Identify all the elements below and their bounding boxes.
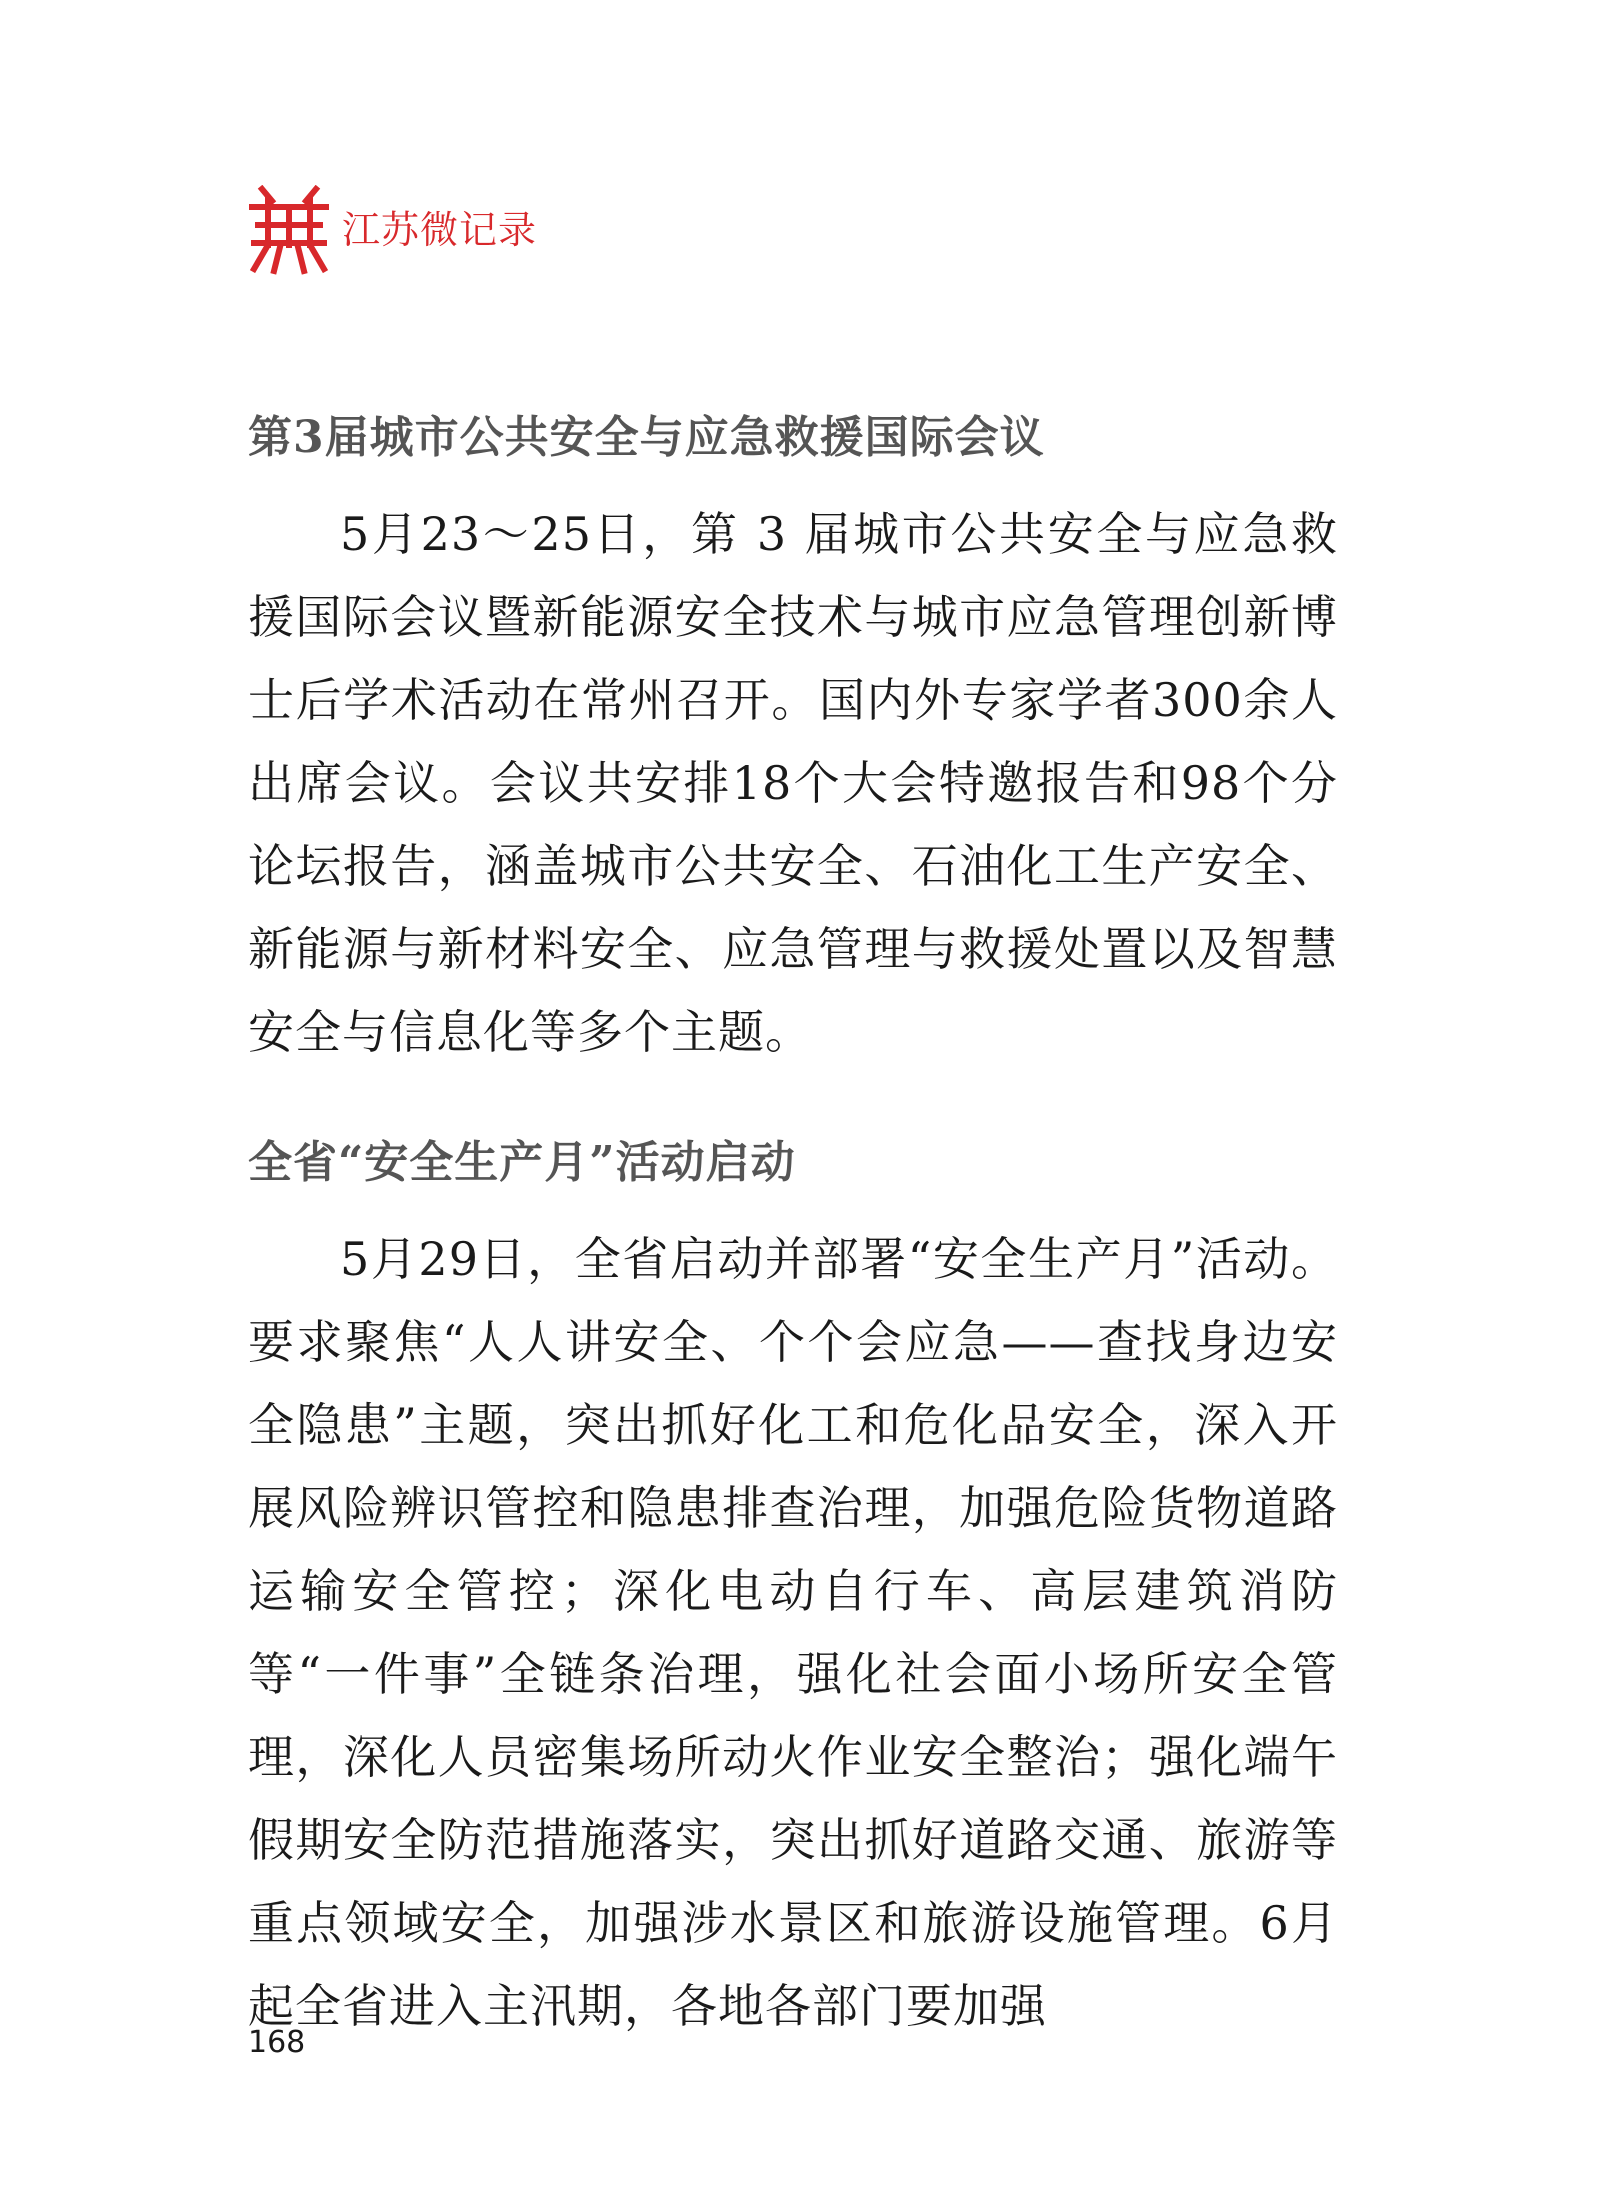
page-header	[248, 185, 537, 275]
jiangsu-emblem-icon	[248, 185, 330, 275]
section-heading: 全省“安全生产月”活动启动	[248, 1137, 796, 1188]
section-paragraph: 5月23～25日，第 3 届城市公共安全与应急救援国际会议暨新能源安全技术与城市应急管理创新博士后学术活动在常州召开。国内外专家学者300余人出席会议。会议共安排18个大会特邀报告和98个分论坛报告，涵盖城市公共安全、石油化工生产安全、新能源与新材料安全、应急管理与救援处置以及智慧安全与信息化等多个主题。	[248, 507, 1338, 1059]
article-section	[248, 408, 1338, 1074]
page-number: 168	[248, 2025, 306, 2060]
article-section	[248, 1133, 1338, 2048]
brand-name: 江苏微记录	[342, 208, 538, 252]
section-heading: 第3届城市公共安全与应急救援国际会议	[248, 412, 1045, 463]
section-paragraph: 5月29日，全省启动并部署“安全生产月”活动。要求聚焦“人人讲安全、个个会应急——查找身边安全隐患”主题，突出抓好化工和危化品安全，深入开展风险辨识管控和隐患排查治理，加强危险货物道路运输安全管控；深化电动自行车、高层建筑消防等“一件事”全链条治理，强化社会面小场所安全管理，深化人员密集场所动火作业安全整治；强化端午假期安全防范措施落实，突出抓好道路交通、旅游等重点领域安全，加强涉水景区和旅游设施管理。6月起全省进入主汛期，各地各部门要加强	[248, 1232, 1338, 2033]
